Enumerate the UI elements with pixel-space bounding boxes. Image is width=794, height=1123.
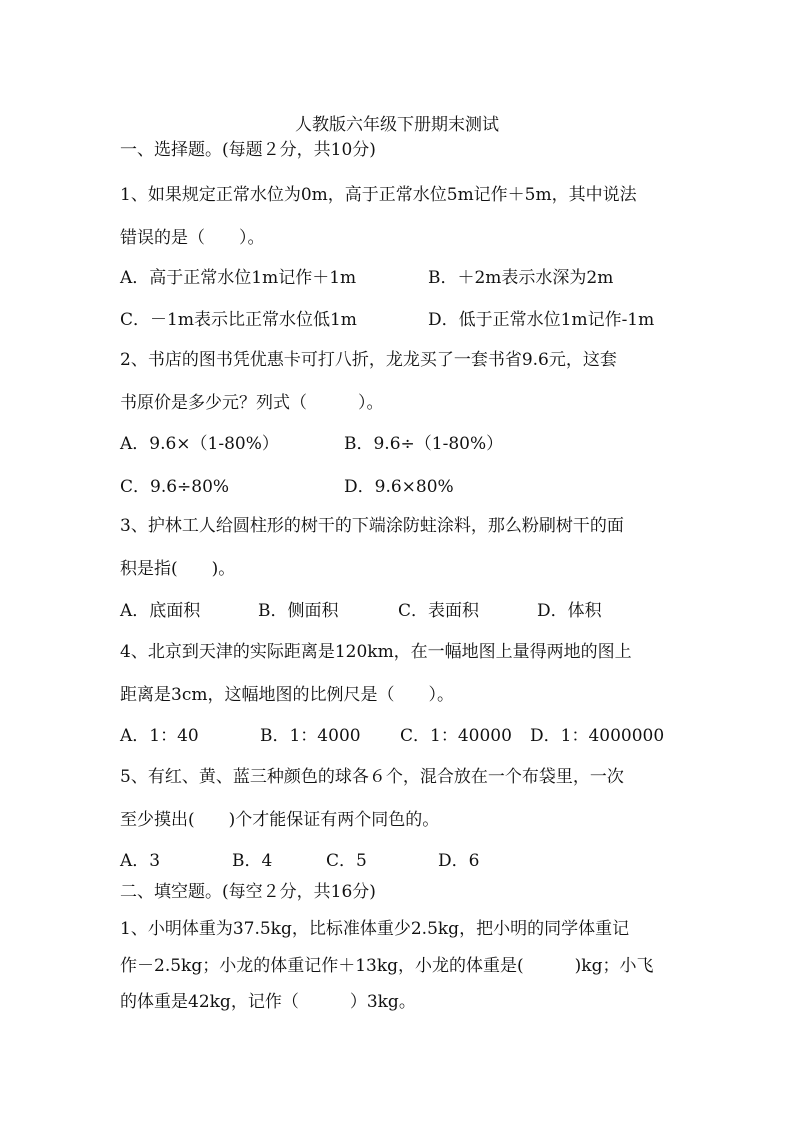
q3-option-c: C．表面积 [398, 601, 480, 621]
exam-title: 人教版六年级下册期末测试 [295, 115, 499, 135]
q1-option-a: A．高于正常水位1m记作＋1m [120, 268, 357, 288]
q4-option-c: C．1：40000 [400, 726, 512, 746]
q5-text-line2: 至少摸出( )个才能保证有两个同色的。 [120, 810, 440, 830]
q3-text-line2: 积是指( )。 [120, 559, 236, 579]
q2-option-d: D．9.6×80% [344, 477, 454, 497]
q5-option-c: C．5 [326, 851, 367, 871]
q4-text-line1: 4、北京到天津的实际距离是120km，在一幅地图上量得两地的图上 [120, 642, 632, 662]
q1-option-c: C．－1m表示比正常水位低1m [120, 310, 357, 330]
s2-q1-text-line3: 的体重是42kg，记作（ ）3kg。 [120, 992, 416, 1012]
q4-option-a: A．1：40 [120, 726, 199, 746]
q3-option-b: B．侧面积 [258, 601, 339, 621]
q1-text-line2: 错误的是（ ）。 [120, 228, 265, 248]
q1-text-line1: 1、如果规定正常水位为0m，高于正常水位5m记作＋5m，其中说法 [120, 185, 637, 205]
q2-option-c: C．9.6÷80% [120, 477, 230, 497]
q1-option-b: B．＋2m表示水深为2m [428, 268, 614, 288]
q4-text-line2: 距离是3cm，这幅地图的比例尺是（ ）。 [120, 685, 454, 705]
q3-option-d: D．体积 [537, 601, 602, 621]
section1-heading: 一、选择题。(每题２分，共10分) [120, 140, 376, 160]
q5-option-b: B．4 [232, 851, 273, 871]
q2-option-b: B．9.6÷（1-80%） [344, 434, 504, 454]
q2-text-line2: 书原价是多少元？列式（ ）。 [120, 393, 384, 413]
q3-option-a: A．底面积 [120, 601, 201, 621]
q4-option-d: D．1：4000000 [530, 726, 665, 746]
q5-text-line1: 5、有红、黄、蓝三种颜色的球各６个，混合放在一个布袋里，一次 [120, 767, 624, 787]
q5-option-a: A．3 [120, 851, 161, 871]
q2-text-line1-content: 2、书店的图书凭优惠卡可打八折，龙龙买了一套书省9.6元，这套 [120, 350, 617, 370]
s2-q1-text-line1: 1、小明体重为37.5kg，比标准体重少2.5kg，把小明的同学体重记 [120, 919, 630, 939]
q1-option-d: D．低于正常水位1m记作-1m [428, 310, 655, 330]
q2-option-a: A．9.6×（1-80%） [120, 434, 279, 454]
q4-option-b: B．1：4000 [260, 726, 361, 746]
s2-q1-text-line2: 作－2.5kg；小龙的体重记作＋13kg，小龙的体重是( )kg；小飞 [120, 956, 654, 976]
q5-option-d: D．6 [438, 851, 480, 871]
q3-text-line1: 3、护林工人给圆柱形的树干的下端涂防蛀涂料，那么粉刷树干的面 [120, 516, 624, 536]
section2-heading: 二、填空题。(每空２分，共16分) [120, 882, 376, 902]
